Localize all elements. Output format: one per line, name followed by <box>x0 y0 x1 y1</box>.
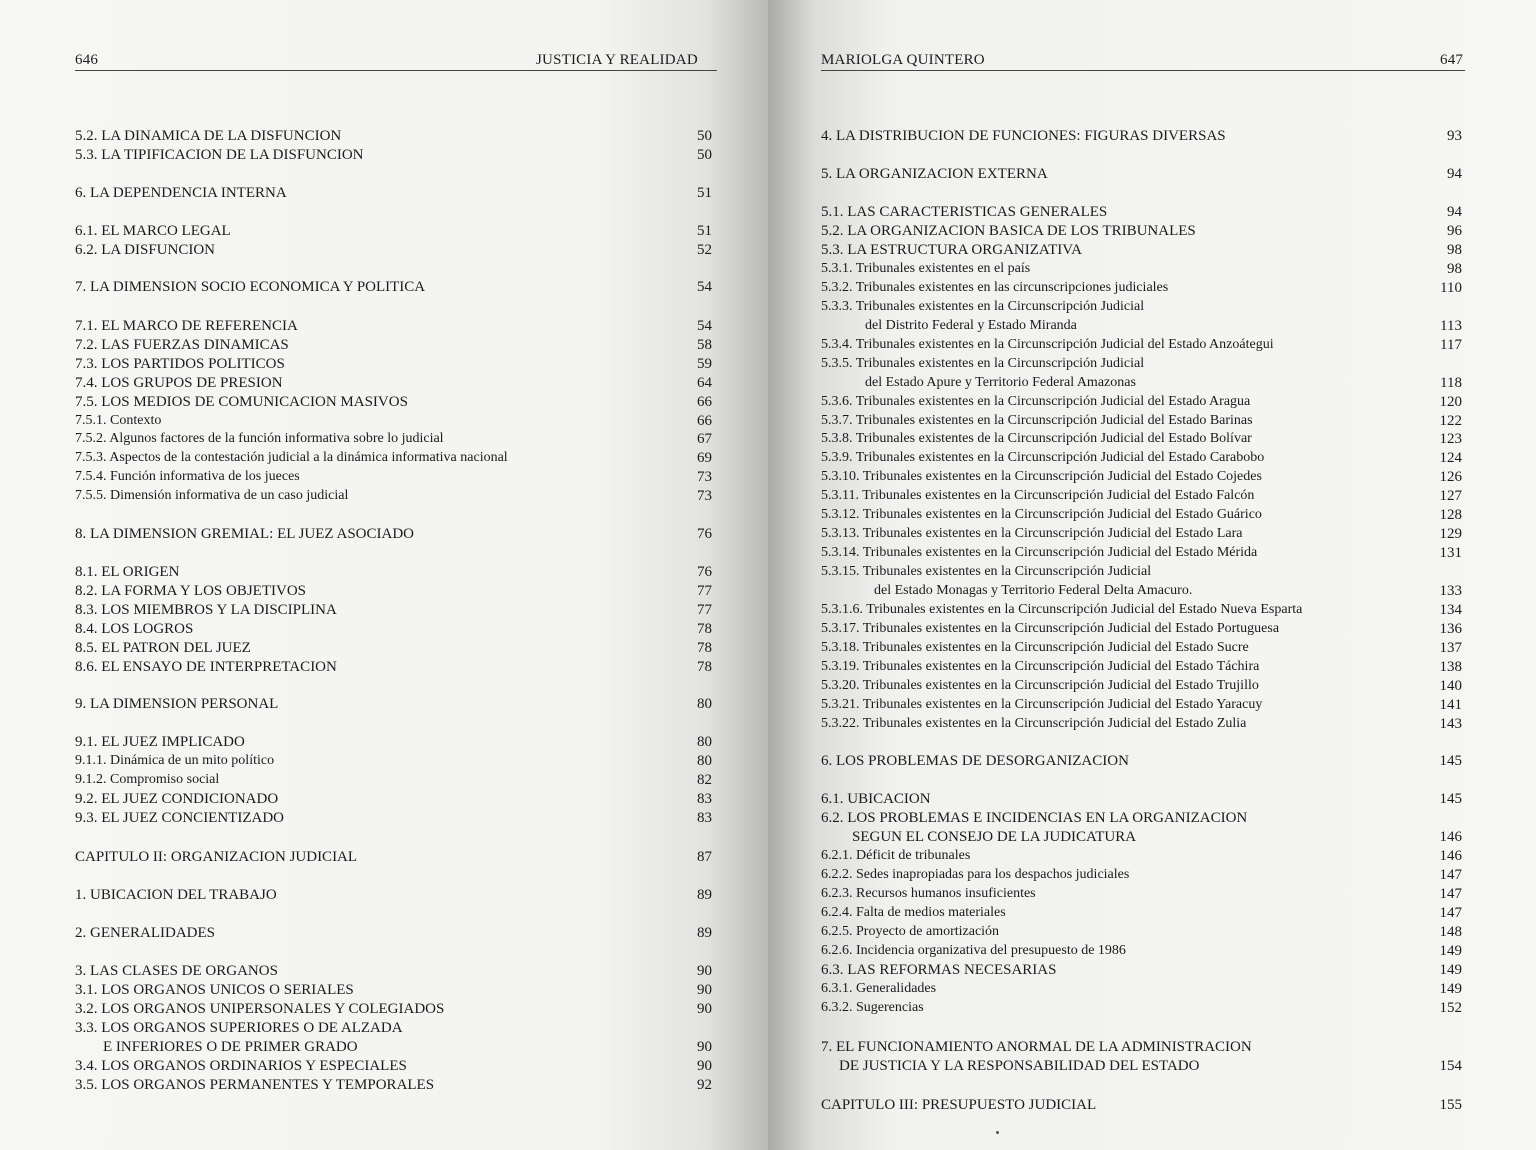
toc-entry-title: 7. EL FUNCIONAMIENTO ANORMAL DE LA ADMINISTRACION <box>821 1039 1252 1055</box>
toc-entry-page: 78 <box>697 621 712 637</box>
toc-entry-title: 8.6. EL ENSAYO DE INTERPRETACION <box>75 659 337 675</box>
toc-entry-page: 149 <box>1439 943 1462 959</box>
toc-entry-page: 146 <box>1439 848 1462 864</box>
toc-entry-title: 7.5.2. Algunos factores de la función informativa sobre lo judicial <box>75 431 444 446</box>
toc-entry-title: 5.3.5. Tribunales existentes en la Circunscripción Judicial <box>821 356 1145 371</box>
toc-entry-title: 5.2. LA ORGANIZACION BASICA DE LOS TRIBUNALES <box>821 223 1196 239</box>
toc-entry-page: 80 <box>697 696 712 712</box>
toc-entry-page: 90 <box>697 1058 712 1074</box>
toc-entry-page: 64 <box>697 375 712 391</box>
toc-entry-page: 83 <box>697 810 712 826</box>
toc-entry-page: 143 <box>1439 716 1462 732</box>
toc-entry-title: 5.3. LA ESTRUCTURA ORGANIZATIVA <box>821 242 1082 258</box>
toc-entry-page: 69 <box>697 450 712 466</box>
toc-entry-title: 7.5.3. Aspectos de la contestación judicial a la dinámica informativa nacional <box>75 450 508 465</box>
toc-entry-page: 50 <box>697 128 712 144</box>
toc-entry-title: 6.3.2. Sugerencias <box>821 1000 924 1015</box>
toc-entry-page: 152 <box>1439 1000 1462 1016</box>
toc-entry-title: 3.2. LOS ORGANOS UNIPERSONALES Y COLEGIADOS <box>75 1001 445 1017</box>
toc-entry-page: 80 <box>697 753 712 769</box>
toc-entry-title: DE JUSTICIA Y LA RESPONSABILIDAD DEL ESTADO <box>839 1058 1200 1074</box>
toc-entry-page: 92 <box>697 1077 712 1093</box>
toc-entry-page: 90 <box>697 1001 712 1017</box>
toc-entry-title: 9.1. EL JUEZ IMPLICADO <box>75 734 245 750</box>
toc-entry-title: 9.2. EL JUEZ CONDICIONADO <box>75 791 279 807</box>
toc-entry-page: 73 <box>697 469 712 485</box>
toc-entry-page: 123 <box>1439 431 1462 447</box>
toc-entry-page: 76 <box>697 526 712 542</box>
toc-entry-page: 117 <box>1440 337 1462 353</box>
toc-entry-page: 77 <box>697 583 712 599</box>
toc-entry-title: 5.3.10. Tribunales existentes en la Circunscripción Judicial del Estado Cojedes <box>821 469 1262 484</box>
toc-entry-page: 96 <box>1447 223 1462 239</box>
toc-entry-title: 8.1. EL ORIGEN <box>75 564 180 580</box>
toc-entry-title: del Estado Monagas y Territorio Federal Delta Amacuro. <box>874 583 1193 598</box>
toc-entry-title: 5.3.18. Tribunales existentes en la Circunscripción Judicial del Estado Sucre <box>821 640 1249 655</box>
toc-entry-title: 6.2.5. Proyecto de amortización <box>821 924 1000 939</box>
toc-entry-page: 83 <box>697 791 712 807</box>
toc-entry-title: 7. LA DIMENSION SOCIO ECONOMICA Y POLITICA <box>75 279 426 295</box>
toc-entry-title: 2. GENERALIDADES <box>75 925 215 941</box>
toc-entry-title: 5.3.15. Tribunales existentes en la Circunscripción Judicial <box>821 564 1152 579</box>
toc-entry-title: 5.3.1.6. Tribunales existentes en la Circunscripción Judicial del Estado Nueva Esparta <box>821 602 1303 617</box>
toc-entry-title: 7.5. LOS MEDIOS DE COMUNICACION MASIVOS <box>75 394 408 410</box>
toc-entry-page: 118 <box>1440 375 1462 391</box>
toc-entry-page: 146 <box>1439 829 1462 845</box>
toc-entry-title: 4. LA DISTRIBUCION DE FUNCIONES: FIGURAS DIVERSAS <box>821 128 1226 144</box>
toc-entry-title: del Distrito Federal y Estado Miranda <box>865 318 1077 333</box>
toc-entry-title: 6.1. UBICACION <box>821 791 931 807</box>
toc-entry-page: 145 <box>1439 753 1462 769</box>
toc-entry-page: 145 <box>1439 791 1462 807</box>
right-page <box>768 0 1536 1150</box>
toc-entry-page: 90 <box>697 1039 712 1055</box>
toc-entry-title: 5. LA ORGANIZACION EXTERNA <box>821 166 1048 182</box>
toc-entry-page: 149 <box>1439 981 1462 997</box>
toc-entry-title: 6.2. LA DISFUNCION <box>75 242 216 258</box>
toc-entry-title: 3.3. LOS ORGANOS SUPERIORES O DE ALZADA <box>75 1020 403 1036</box>
toc-entry-title: 6.2.2. Sedes inapropiadas para los despachos judiciales <box>821 867 1130 882</box>
toc-entry-page: 147 <box>1439 867 1462 883</box>
toc-entry-page: 54 <box>697 279 712 295</box>
toc-entry-title: 6. LOS PROBLEMAS DE DESORGANIZACION <box>821 753 1129 769</box>
toc-entry-title: 6.1. EL MARCO LEGAL <box>75 223 231 239</box>
toc-entry-page: 76 <box>697 564 712 580</box>
page-number-right: 647 <box>1440 52 1464 68</box>
toc-entry-page: 129 <box>1439 526 1462 542</box>
toc-entry-page: 52 <box>697 242 712 258</box>
toc-entry-page: 137 <box>1439 640 1462 656</box>
toc-entry-title: 5.3.17. Tribunales existentes en la Circunscripción Judicial del Estado Portuguesa <box>821 621 1280 636</box>
toc-entry-title: 6.2.4. Falta de medios materiales <box>821 905 1006 920</box>
toc-entry-page: 93 <box>1447 128 1462 144</box>
toc-entry-title: 5.3.22. Tribunales existentes en la Circunscripción Judicial del Estado Zulia <box>821 716 1247 731</box>
toc-entry-title: 5.3.14. Tribunales existentes en la Circunscripción Judicial del Estado Mérida <box>821 545 1258 560</box>
toc-entry-title: 5.3.1. Tribunales existentes en el país <box>821 261 1031 276</box>
toc-entry-title: 6. LA DEPENDENCIA INTERNA <box>75 185 287 201</box>
toc-entry-title: 6.2. LOS PROBLEMAS E INCIDENCIAS EN LA ORGANIZACION <box>821 810 1248 826</box>
toc-entry-title: 5.3.4. Tribunales existentes en la Circunscripción Judicial del Estado Anzoátegui <box>821 337 1274 352</box>
toc-entry-page: 120 <box>1439 394 1462 410</box>
toc-entry-page: 126 <box>1439 469 1462 485</box>
toc-entry-title: 5.3.12. Tribunales existentes en la Circunscripción Judicial del Estado Guárico <box>821 507 1262 522</box>
toc-entry-page: 58 <box>697 337 712 353</box>
toc-entry-page: 141 <box>1439 697 1462 713</box>
toc-entry-title: 5.1. LAS CARACTERISTICAS GENERALES <box>821 204 1108 220</box>
toc-entry-page: 78 <box>697 640 712 656</box>
toc-entry-page: 127 <box>1439 488 1462 504</box>
toc-entry-title: 5.3.2. Tribunales existentes en las circunscripciones judiciales <box>821 280 1169 295</box>
toc-entry-title: 8.3. LOS MIEMBROS Y LA DISCIPLINA <box>75 602 337 618</box>
toc-entry-title: 5.3.21. Tribunales existentes en la Circunscripción Judicial del Estado Yaracuy <box>821 697 1263 712</box>
toc-entry-title: 5.3. LA TIPIFICACION DE LA DISFUNCION <box>75 147 364 163</box>
toc-entry-page: 51 <box>697 185 712 201</box>
toc-entry-page: 147 <box>1439 905 1462 921</box>
toc-entry-title: del Estado Apure y Territorio Federal Amazonas <box>865 375 1136 390</box>
toc-entry-title: 3. LAS CLASES DE ORGANOS <box>75 963 278 979</box>
toc-entry-page: 90 <box>697 982 712 998</box>
toc-entry-page: 155 <box>1439 1097 1462 1113</box>
toc-entry-title: 7.2. LAS FUERZAS DINAMICAS <box>75 337 289 353</box>
toc-entry-title: 5.3.13. Tribunales existentes en la Circunscripción Judicial del Estado Lara <box>821 526 1243 541</box>
toc-entry-page: 98 <box>1447 242 1462 258</box>
header-rule-left <box>75 70 717 71</box>
toc-entry-page: 77 <box>697 602 712 618</box>
toc-entry-page: 140 <box>1439 678 1462 694</box>
toc-entry-title: 5.3.8. Tribunales existentes de la Circunscripción Judicial del Estado Bolívar <box>821 431 1252 446</box>
toc-entry-title: 9.1.2. Compromiso social <box>75 772 220 787</box>
toc-entry-title: 6.2.3. Recursos humanos insuficientes <box>821 886 1036 901</box>
toc-right <box>768 118 1536 1128</box>
toc-entry-title: CAPITULO II: ORGANIZACION JUDICIAL <box>75 849 358 865</box>
toc-entry-title: 5.3.3. Tribunales existentes en la Circunscripción Judicial <box>821 299 1145 314</box>
toc-entry-page: 110 <box>1440 280 1462 296</box>
toc-entry-title: 9.3. EL JUEZ CONCIENTIZADO <box>75 810 284 826</box>
toc-entry-page: 154 <box>1439 1058 1462 1074</box>
toc-entry-page: 122 <box>1439 413 1462 429</box>
toc-entry-title: 5.3.20. Tribunales existentes en la Circunscripción Judicial del Estado Trujillo <box>821 678 1259 693</box>
toc-entry-page: 128 <box>1439 507 1462 523</box>
toc-entry-title: 7.3. LOS PARTIDOS POLITICOS <box>75 356 285 372</box>
toc-entry-title: 8. LA DIMENSION GREMIAL: EL JUEZ ASOCIADO <box>75 526 415 542</box>
toc-entry-title: CAPITULO III: PRESUPUESTO JUDICIAL <box>821 1097 1097 1113</box>
toc-entry-page: 82 <box>697 772 712 788</box>
toc-entry-page: 149 <box>1439 962 1462 978</box>
toc-entry-page: 80 <box>697 734 712 750</box>
toc-entry-title: 5.3.11. Tribunales existentes en la Circunscripción Judicial del Estado Falcón <box>821 488 1255 503</box>
toc-entry-page: 131 <box>1439 545 1462 561</box>
toc-entry-page: 94 <box>1447 166 1462 182</box>
toc-entry-title: 3.5. LOS ORGANOS PERMANENTES Y TEMPORALES <box>75 1077 435 1093</box>
toc-entry-page: 138 <box>1439 659 1462 675</box>
toc-entry-title: SEGUN EL CONSEJO DE LA JUDICATURA <box>852 829 1137 845</box>
toc-entry-page: 148 <box>1439 924 1462 940</box>
toc-entry-page: 59 <box>697 356 712 372</box>
toc-entry-page: 136 <box>1439 621 1462 637</box>
toc-entry-page: 98 <box>1447 261 1462 277</box>
toc-entry-title: 6.2.6. Incidencia organizativa del presupuesto de 1986 <box>821 943 1126 958</box>
header-rule-right <box>821 70 1465 71</box>
toc-entry-page: 147 <box>1439 886 1462 902</box>
toc-entry-title: 9. LA DIMENSION PERSONAL <box>75 696 279 712</box>
page-number-left: 646 <box>75 52 99 68</box>
toc-entry-title: 5.3.6. Tribunales existentes en la Circunscripción Judicial del Estado Aragua <box>821 394 1251 409</box>
toc-entry-page: 89 <box>697 887 712 903</box>
toc-entry-page: 89 <box>697 925 712 941</box>
toc-entry-page: 67 <box>697 431 712 447</box>
toc-entry-title: 8.4. LOS LOGROS <box>75 621 194 637</box>
toc-entry-page: 66 <box>697 394 712 410</box>
toc-entry-title: 9.1.1. Dinámica de un mito político <box>75 753 275 768</box>
toc-entry-title: 7.4. LOS GRUPOS DE PRESION <box>75 375 283 391</box>
toc-entry-page: 73 <box>697 488 712 504</box>
toc-entry-title: 1. UBICACION DEL TRABAJO <box>75 887 277 903</box>
toc-entry-page: 87 <box>697 849 712 865</box>
speck <box>996 1131 999 1134</box>
toc-entry-title: 8.5. EL PATRON DEL JUEZ <box>75 640 251 656</box>
toc-entry-page: 50 <box>697 147 712 163</box>
toc-entry-title: 6.3.1. Generalidades <box>821 981 937 996</box>
toc-entry-page: 54 <box>697 318 712 334</box>
toc-entry-page: 124 <box>1439 450 1462 466</box>
toc-entry-title: 3.1. LOS ORGANOS UNICOS O SERIALES <box>75 982 354 998</box>
toc-entry-title: 5.2. LA DINAMICA DE LA DISFUNCION <box>75 128 342 144</box>
toc-entry-title: E INFERIORES O DE PRIMER GRADO <box>103 1039 358 1055</box>
toc-entry-title: 3.4. LOS ORGANOS ORDINARIOS Y ESPECIALES <box>75 1058 407 1074</box>
toc-entry-title: 7.1. EL MARCO DE REFERENCIA <box>75 318 298 334</box>
toc-entry-title: 7.5.1. Contexto <box>75 413 162 428</box>
toc-entry-page: 78 <box>697 659 712 675</box>
toc-entry-page: 113 <box>1440 318 1462 334</box>
toc-entry-title: 8.2. LA FORMA Y LOS OBJETIVOS <box>75 583 306 599</box>
toc-entry-page: 94 <box>1447 204 1462 220</box>
toc-entry-page: 134 <box>1439 602 1462 618</box>
toc-entry-title: 6.3. LAS REFORMAS NECESARIAS <box>821 962 1057 978</box>
toc-entry-title: 5.3.7. Tribunales existentes en la Circunscripción Judicial del Estado Barinas <box>821 413 1253 428</box>
toc-entry-title: 6.2.1. Déficit de tribunales <box>821 848 971 863</box>
toc-entry-page: 133 <box>1439 583 1462 599</box>
toc-entry-page: 51 <box>697 223 712 239</box>
toc-entry-title: 5.3.9. Tribunales existentes en la Circunscripción Judicial del Estado Carabobo <box>821 450 1265 465</box>
toc-entry-page: 66 <box>697 413 712 429</box>
toc-entry-title: 5.3.19. Tribunales existentes en la Circunscripción Judicial del Estado Táchira <box>821 659 1260 674</box>
running-head-right: MARIOLGA QUINTERO <box>821 52 985 68</box>
running-head-left: JUSTICIA Y REALIDAD <box>536 52 698 68</box>
toc-left <box>0 118 768 1128</box>
toc-entry-page: 90 <box>697 963 712 979</box>
toc-entry-title: 7.5.4. Función informativa de los jueces <box>75 469 300 484</box>
toc-entry-title: 7.5.5. Dimensión informativa de un caso judicial <box>75 488 349 503</box>
